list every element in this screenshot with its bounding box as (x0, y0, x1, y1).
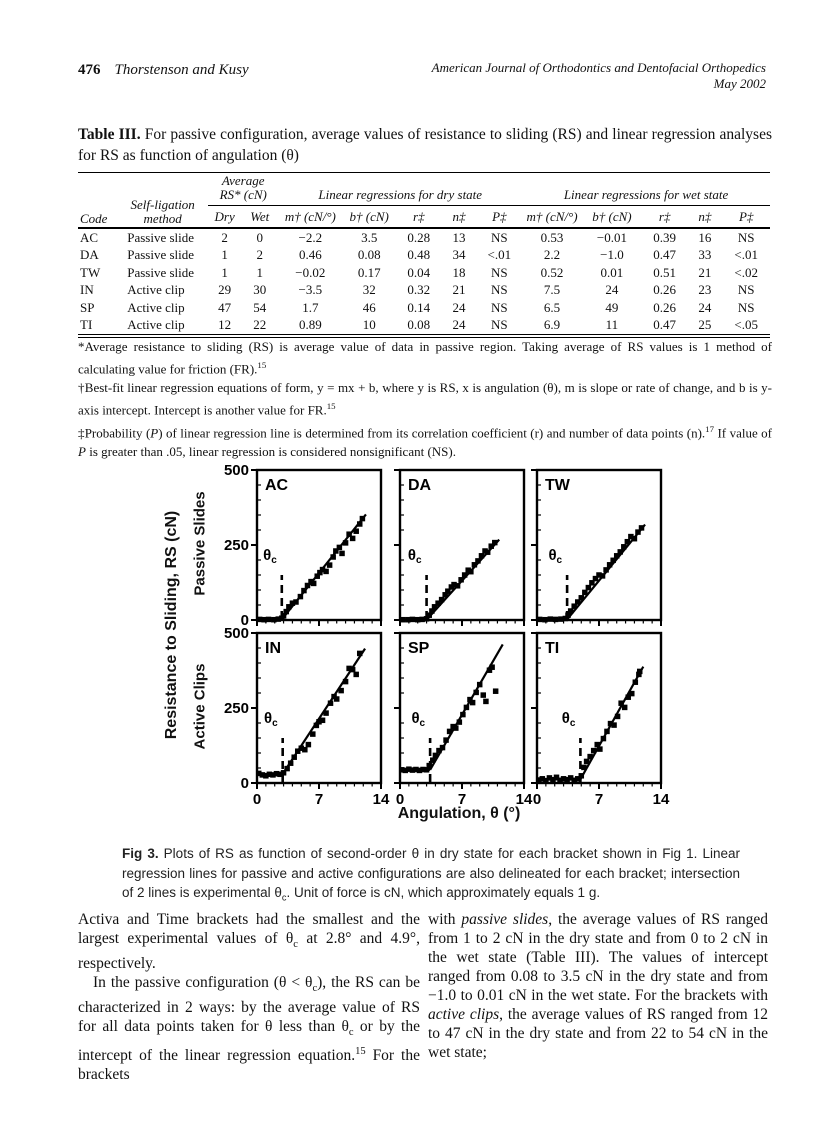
table-row (78, 317, 770, 337)
col-header-code: Code (80, 211, 108, 226)
table-row (78, 228, 770, 247)
table-cell: NS (491, 299, 508, 315)
table-cell: 12 (218, 317, 232, 332)
table-cell: 0.08 (357, 247, 381, 262)
x-tick-label: 7 (594, 791, 604, 808)
group-header-wet: Linear regressions for wet state (522, 173, 770, 206)
figure-x-axis-label: Angulation, θ (°) (397, 805, 521, 822)
col-header-b-dry: b† (cN) (349, 209, 389, 224)
table-cell: 2 (256, 247, 263, 262)
group-header-average: Average RS* (cN) (208, 173, 278, 206)
table-cell: 2.2 (543, 247, 561, 262)
text-segment: active clips (428, 1006, 500, 1023)
body-column-right (428, 910, 768, 1062)
text-segment: is greater than .05, linear regression is considered nonsignificant (NS). (85, 443, 456, 459)
panel-code-label: DA (408, 477, 432, 494)
text-segment: Fig 3. (122, 846, 159, 861)
table-cell: 0.51 (653, 264, 676, 280)
theta-c-label: $\theta_c$ (561, 710, 576, 729)
panel-code-label: TI (545, 640, 560, 657)
table-cell: −1.0 (600, 247, 624, 262)
table-cell: 32 (362, 282, 376, 297)
table-cell: Active clip (127, 299, 185, 315)
table-cell: NS (491, 264, 508, 280)
theta-c-label: $\theta_c$ (264, 710, 278, 729)
table-row (78, 247, 770, 265)
table-row (78, 282, 770, 300)
scatter-panel-TW (499, 460, 671, 648)
text-segment: P (78, 443, 86, 459)
table-cell: 34 (452, 247, 466, 262)
x-tick-label: 7 (314, 791, 324, 808)
table-cell: 54 (253, 299, 267, 315)
col-header-dry: Dry (214, 209, 235, 224)
table-cell: 1 (221, 247, 228, 262)
text-segment: †Best-fit linear regression equations of form, y = mx + b, where y is RS, x is angulation (θ), m is slope or rate of change, and b is y-axis intercept. Intercept is another value for FR. (78, 380, 772, 418)
table-cell: IN (80, 282, 94, 297)
table-cell: NS (491, 282, 508, 297)
table-cell: Passive slide (127, 247, 195, 262)
table-cell: 21 (698, 264, 712, 280)
table-cell: 16 (698, 229, 712, 245)
x-tick-label: 14 (515, 791, 533, 808)
x-tick-label: 0 (252, 791, 262, 808)
figure-3 (150, 455, 730, 850)
table-cell: Active clip (127, 282, 185, 297)
issue-date: May 2002 (713, 76, 766, 91)
theta-c-label: $\theta_c$ (548, 547, 563, 566)
page-number: 476 (78, 62, 101, 78)
table-cell: 0.46 (298, 247, 322, 262)
table-cell: NS (737, 282, 755, 297)
theta-c-label: $\theta_c$ (263, 547, 277, 566)
table-cell: 0.26 (653, 282, 676, 297)
text-segment: with (428, 911, 462, 928)
text-segment: If value of (714, 424, 773, 440)
table-cell: 24 (698, 299, 712, 315)
table-cell: <.01 (734, 247, 758, 262)
table-cell: <.02 (734, 264, 758, 280)
panel-code-label: TW (545, 477, 570, 494)
panel-code-label: IN (265, 640, 281, 657)
col-header-m-dry: m† (cN/°) (284, 209, 336, 224)
figure-row-label-passive: Passive Slides (191, 491, 209, 596)
table-cell: 24 (605, 282, 619, 297)
table-cell: 13 (452, 229, 466, 245)
panel-code-label: SP (408, 640, 430, 657)
x-tick-label: 14 (652, 791, 670, 808)
theta-c-label: $\theta_c$ (407, 547, 422, 566)
page-header-right (432, 60, 766, 92)
table-cell: 0.89 (298, 317, 322, 332)
x-tick-label: 7 (457, 791, 467, 808)
y-tick-label: 500 (223, 625, 249, 642)
running-head: Thorstenson and Kusy (114, 62, 249, 78)
table-cell: 1.7 (302, 299, 319, 315)
text-segment: or by the intercept of the linear regression equation. (78, 1018, 420, 1065)
group-header-dry: Linear regressions for dry state (278, 173, 522, 206)
x-tick-label: 0 (395, 791, 405, 808)
table-cell: 21 (452, 282, 466, 297)
table-cell: 30 (253, 282, 267, 297)
text-segment: 15 (257, 360, 267, 370)
table-cell: 2 (221, 229, 228, 245)
table-cell: 46 (362, 299, 376, 315)
table-cell: NS (737, 229, 755, 245)
table-cell: 0.52 (540, 264, 564, 280)
table-cell: −2.2 (298, 229, 323, 245)
table-cell: 0 (256, 229, 263, 245)
y-tick-label: 0 (240, 612, 249, 629)
body-column-left (78, 910, 420, 1084)
col-header-wet: Wet (250, 209, 270, 224)
table-cell: 0.28 (407, 229, 431, 245)
text-segment: at 2.8° and 4.9°, respectively. (78, 930, 420, 973)
table-cell: 24 (452, 299, 466, 315)
figure-caption (122, 844, 740, 908)
results-table (78, 172, 770, 338)
table-cell: 1 (221, 264, 228, 280)
table-row (78, 264, 770, 282)
table-cell: TW (80, 264, 101, 280)
table-cell: <.01 (487, 247, 512, 262)
text-segment: 15 (326, 401, 336, 412)
text-segment: c (293, 939, 298, 951)
panel-code-label: AC (265, 477, 289, 494)
table-cell: −0.01 (596, 229, 627, 245)
table-cell: 0.39 (653, 229, 676, 245)
table-caption (78, 124, 772, 166)
col-header-r-wet: r‡ (658, 209, 671, 224)
table-cell: 0.17 (357, 264, 381, 280)
footnote-regression (78, 378, 772, 419)
table-cell: Passive slide (127, 264, 195, 280)
table-cell: 0.08 (407, 317, 431, 332)
table-cell: 1 (256, 264, 263, 280)
text-segment: , the average values of RS ranged from 1 to 2 cN in the dry state and from 0 to 2 cN in the wet state (Table III). The values of intercept ranged from 0.08 to 3.5 cN in the dry state and from −1.0 to 0.01 cN in the wet state. For the brackets with (428, 911, 768, 1004)
text-segment: 17 (705, 423, 714, 434)
table-cell: 11 (605, 317, 619, 332)
y-tick-label: 0 (240, 775, 249, 792)
table-cell: 6.9 (543, 317, 561, 332)
col-header-n-dry: n‡ (452, 209, 466, 224)
text-segment: ), the RS can be characterized in 2 ways: by the average value of RS for all data points taken for θ less than θ (78, 974, 420, 1036)
y-tick-label: 500 (223, 462, 249, 479)
table-cell: 22 (253, 317, 267, 332)
table-cell: 0.04 (407, 264, 431, 280)
text-segment: ) of linear regression line is determined from its correlation coefficient (r) and number of data points (n). (158, 424, 706, 440)
text-segment: 15 (355, 1046, 366, 1058)
table-cell: 10 (362, 317, 376, 332)
table-cell: 49 (605, 299, 619, 315)
col-header-p-wet: P‡ (738, 209, 754, 224)
table-cell: NS (737, 299, 755, 315)
table-cell: NS (491, 229, 508, 245)
table-cell: 0.26 (653, 299, 676, 315)
col-header-b-wet: b† (cN) (592, 209, 632, 224)
footnote-average (78, 337, 772, 378)
table-cell: NS (491, 317, 508, 332)
col-header-m-wet: m† (cN/°) (526, 209, 578, 224)
col-header-n-wet: n‡ (698, 209, 712, 224)
table-row (78, 299, 770, 317)
table-cell: 0.01 (600, 264, 624, 280)
table-cell: 6.5 (543, 299, 561, 315)
table-label: Table III. (78, 126, 141, 143)
text-segment: Activa and Time brackets had the smallest and the largest experimental values of θ (78, 911, 420, 947)
table-cell: Passive slide (127, 229, 195, 245)
table-cell: 0.53 (540, 229, 564, 245)
table-caption-text: For passive configuration, average values of resistance to sliding (RS) and linear regression analyses for RS as function of angulation (θ) (78, 126, 773, 164)
journal-title: American Journal of Orthodontics and Dentofacial Orthopedics (431, 60, 766, 75)
table-cell: 0.14 (407, 299, 431, 315)
figure-row-label-active: Active Clips (191, 663, 209, 750)
table-cell: 0.48 (407, 247, 431, 262)
theta-c-label: $\theta_c$ (411, 710, 426, 729)
table-cell: Active clip (127, 317, 185, 332)
table-cell: 18 (452, 264, 466, 280)
x-tick-label: 0 (532, 791, 542, 808)
text-segment: , the average values of RS ranged from 12 to 47 cN in the dry state and from 22 to 54 cN in the wet state; (428, 1006, 768, 1061)
body-paragraph (78, 973, 420, 1084)
text-segment: *Average resistance to sliding (RS) is average value of data in passive region. Taking average of RS values is 1 method of calculating value for friction (FR). (78, 339, 772, 377)
scatter-panel-TI (499, 623, 671, 811)
table-cell: <.05 (734, 317, 758, 332)
text-segment: Plots of RS as function of second-order θ in dry state for each bracket shown in Fig 1. Linear regression lines for passive and active configurations are also delineated for each bracket; intersection of 2 lines is experimental θ (122, 846, 740, 900)
text-segment: In the passive configuration (θ < θ (93, 974, 313, 992)
col-header-r-dry: r‡ (412, 209, 425, 224)
table-cell: AC (80, 229, 99, 245)
table-cell: 0.47 (653, 317, 676, 332)
table-cell: DA (80, 247, 99, 262)
text-segment: . Unit of force is cN, which approximately equals 1 g. (286, 885, 601, 900)
table-cell: 7.5 (543, 282, 561, 297)
table-cell: 29 (218, 282, 232, 297)
text-segment: P (150, 424, 159, 440)
y-tick-label: 250 (223, 537, 249, 554)
table-cell: SP (80, 299, 95, 315)
text-segment: ‡Probability ( (78, 424, 151, 440)
table-footnotes (78, 337, 772, 461)
text-segment: For the brackets (78, 1047, 420, 1084)
text-segment: c (281, 892, 287, 903)
table-body (78, 228, 770, 336)
table-cell: −0.02 (295, 264, 326, 280)
table-cell: 0.32 (407, 282, 431, 297)
table-cell: 25 (698, 317, 712, 332)
body-paragraph (428, 910, 768, 1062)
table-cell: TI (80, 317, 93, 332)
table-cell: 47 (218, 299, 232, 315)
figure-y-axis-label: Resistance to Sliding, RS (cN) (163, 510, 180, 740)
table-cell: 24 (452, 317, 466, 332)
table-cell: 23 (698, 282, 712, 297)
table-cell: 0.47 (653, 247, 676, 262)
col-header-method: Self-ligation method (130, 197, 195, 226)
y-tick-label: 250 (223, 700, 249, 717)
body-paragraph (78, 910, 420, 973)
text-segment: c (312, 983, 318, 995)
text-segment: passive slides (461, 911, 549, 928)
table-cell: 3.5 (361, 229, 378, 245)
table-cell: −3.5 (298, 282, 323, 297)
col-header-p-dry: P‡ (492, 209, 507, 224)
x-tick-label: 14 (372, 791, 390, 808)
table-cell: 33 (698, 247, 712, 262)
page-header-left (78, 62, 249, 79)
text-segment: c (348, 1027, 354, 1039)
